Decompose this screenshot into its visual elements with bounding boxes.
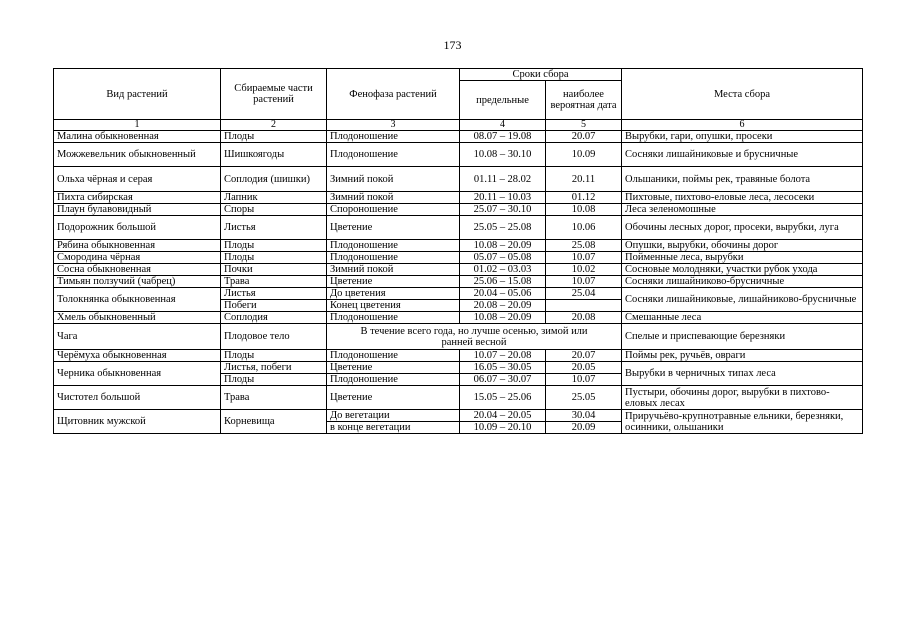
- phase-cell: в конце вегетации: [327, 422, 460, 434]
- header-species: Вид растений: [54, 69, 221, 120]
- period-cell: В течение всего года, но лучше осенью, зимой или ранней весной: [327, 324, 622, 350]
- place-cell: Спелые и приспевающие березняки: [622, 324, 863, 350]
- species-cell: Черника обыкновенная: [54, 362, 221, 386]
- species-cell: Черёмуха обыкновенная: [54, 350, 221, 362]
- limits-cell: 10.08 – 30.10: [460, 143, 546, 167]
- limits-cell: 25.06 – 15.08: [460, 276, 546, 288]
- column-number: 2: [221, 120, 327, 131]
- species-cell: Можжевельник обыкновенный: [54, 143, 221, 167]
- part-cell: Соплодия: [221, 312, 327, 324]
- date-cell: 25.04: [546, 288, 622, 300]
- limits-cell: 01.11 – 28.02: [460, 167, 546, 192]
- limits-cell: 25.07 – 30.10: [460, 204, 546, 216]
- phase-cell: Плодоношение: [327, 240, 460, 252]
- phase-cell: Цветение: [327, 362, 460, 374]
- column-number: 1: [54, 120, 221, 131]
- limits-cell: 20.04 – 20.05: [460, 410, 546, 422]
- phase-cell: Зимний покой: [327, 264, 460, 276]
- column-number: 6: [622, 120, 863, 131]
- part-cell: Корневища: [221, 410, 327, 434]
- part-cell: Трава: [221, 276, 327, 288]
- place-cell: Сосняки лишайниковые, лишайниково-брусничные: [622, 288, 863, 312]
- species-cell: Плаун булавовидный: [54, 204, 221, 216]
- phase-cell: Плодоношение: [327, 374, 460, 386]
- limits-cell: 10.07 – 20.08: [460, 350, 546, 362]
- limits-cell: 06.07 – 30.07: [460, 374, 546, 386]
- table-row: [54, 410, 863, 422]
- place-cell: Леса зеленомошные: [622, 204, 863, 216]
- species-cell: Сосна обыкновенная: [54, 264, 221, 276]
- phase-cell: До вегетации: [327, 410, 460, 422]
- species-cell: Толокнянка обыкновенная: [54, 288, 221, 312]
- date-cell: 10.02: [546, 264, 622, 276]
- limits-cell: 20.11 – 10.03: [460, 192, 546, 204]
- species-cell: Тимьян ползучий (чабрец): [54, 276, 221, 288]
- part-cell: Листья: [221, 216, 327, 240]
- table-row: [54, 252, 863, 264]
- table-row: [54, 386, 863, 410]
- species-cell: Смородина чёрная: [54, 252, 221, 264]
- phase-cell: Зимний покой: [327, 167, 460, 192]
- date-cell: 01.12: [546, 192, 622, 204]
- table-row: [54, 324, 863, 350]
- part-cell: Плоды: [221, 252, 327, 264]
- place-cell: Вырубки в черничных типах леса: [622, 362, 863, 386]
- place-cell: Сосняки лишайниково-брусничные: [622, 276, 863, 288]
- phase-cell: Плодоношение: [327, 350, 460, 362]
- part-cell: Споры: [221, 204, 327, 216]
- place-cell: Опушки, вырубки, обочины дорог: [622, 240, 863, 252]
- limits-cell: 10.08 – 20.09: [460, 240, 546, 252]
- table-row: [54, 143, 863, 167]
- part-cell: Плоды: [221, 240, 327, 252]
- limits-cell: 01.02 – 03.03: [460, 264, 546, 276]
- place-cell: Пустыри, обочины дорог, вырубки в пихтово-еловых лесах: [622, 386, 863, 410]
- date-cell: 20.08: [546, 312, 622, 324]
- place-cell: Обочины лесных дорог, просеки, вырубки, луга: [622, 216, 863, 240]
- table-row: [54, 131, 863, 143]
- species-cell: Пихта сибирская: [54, 192, 221, 204]
- limits-cell: 16.05 – 30.05: [460, 362, 546, 374]
- part-cell: Плодовое тело: [221, 324, 327, 350]
- place-cell: Вырубки, гари, опушки, просеки: [622, 131, 863, 143]
- table-row: [54, 216, 863, 240]
- date-cell: 20.11: [546, 167, 622, 192]
- part-cell: Трава: [221, 386, 327, 410]
- place-cell: Сосняки лишайниковые и брусничные: [622, 143, 863, 167]
- part-cell: Почки: [221, 264, 327, 276]
- phase-cell: Плодоношение: [327, 252, 460, 264]
- limits-cell: 08.07 – 19.08: [460, 131, 546, 143]
- part-cell: Побеги: [221, 300, 327, 312]
- species-cell: Ольха чёрная и серая: [54, 167, 221, 192]
- place-cell: Пихтовые, пихтово-еловые леса, лесосеки: [622, 192, 863, 204]
- date-cell: 10.07: [546, 252, 622, 264]
- date-cell: 20.07: [546, 131, 622, 143]
- limits-cell: 10.08 – 20.09: [460, 312, 546, 324]
- header-limits: предельные: [460, 81, 546, 120]
- header-phenophase: Фенофаза растений: [327, 69, 460, 120]
- phase-cell: Цветение: [327, 216, 460, 240]
- phase-cell: Конец цветения: [327, 300, 460, 312]
- table-row: [54, 167, 863, 192]
- page-number: 173: [443, 38, 462, 52]
- species-cell: Хмель обыкновенный: [54, 312, 221, 324]
- phase-cell: Цветение: [327, 276, 460, 288]
- plant-collection-table: [53, 68, 863, 434]
- date-cell: 20.07: [546, 350, 622, 362]
- species-cell: Рябина обыкновенная: [54, 240, 221, 252]
- phase-cell: Плодоношение: [327, 143, 460, 167]
- place-cell: Поймы рек, ручьёв, овраги: [622, 350, 863, 362]
- part-cell: Плоды: [221, 131, 327, 143]
- phase-cell: Плодоношение: [327, 312, 460, 324]
- date-cell: 20.05: [546, 362, 622, 374]
- table-row: [54, 350, 863, 362]
- date-cell: 25.08: [546, 240, 622, 252]
- date-cell: 10.06: [546, 216, 622, 240]
- header-places: Места сбора: [622, 69, 863, 120]
- species-cell: Чистотел большой: [54, 386, 221, 410]
- part-cell: Плоды: [221, 374, 327, 386]
- date-cell: 25.05: [546, 386, 622, 410]
- phase-cell: Плодоношение: [327, 131, 460, 143]
- date-cell: 30.04: [546, 410, 622, 422]
- date-cell: [546, 300, 622, 312]
- limits-cell: 05.07 – 05.08: [460, 252, 546, 264]
- place-cell: Пойменные леса, вырубки: [622, 252, 863, 264]
- place-cell: Приручьёво-крупнотравные ельники, березняки, осинники, ольшаники: [622, 410, 863, 434]
- date-cell: 10.07: [546, 374, 622, 386]
- part-cell: Листья, побеги: [221, 362, 327, 374]
- species-cell: Подорожник большой: [54, 216, 221, 240]
- part-cell: Плоды: [221, 350, 327, 362]
- part-cell: Шишкоягоды: [221, 143, 327, 167]
- header-parts: Сбираемые части растений: [221, 69, 327, 120]
- species-cell: Щитовник мужской: [54, 410, 221, 434]
- limits-cell: 15.05 – 25.06: [460, 386, 546, 410]
- table-row: [54, 240, 863, 252]
- phase-cell: До цветения: [327, 288, 460, 300]
- column-number: 4: [460, 120, 546, 131]
- table-row: [54, 362, 863, 374]
- limits-cell: 20.04 – 05.06: [460, 288, 546, 300]
- limits-cell: 10.09 – 20.10: [460, 422, 546, 434]
- date-cell: 10.08: [546, 204, 622, 216]
- place-cell: Сосновые молодняки, участки рубок ухода: [622, 264, 863, 276]
- part-cell: Соплодия (шишки): [221, 167, 327, 192]
- phase-cell: Зимний покой: [327, 192, 460, 204]
- table-row: [54, 192, 863, 204]
- header-probable: наиболее вероятная дата: [546, 81, 622, 120]
- date-cell: 10.09: [546, 143, 622, 167]
- place-cell: Ольшаники, поймы рек, травяные болота: [622, 167, 863, 192]
- header-periods: Сроки сбора: [460, 69, 622, 81]
- limits-cell: 20.08 – 20.09: [460, 300, 546, 312]
- phase-cell: Спороношение: [327, 204, 460, 216]
- column-number: 3: [327, 120, 460, 131]
- column-number: 5: [546, 120, 622, 131]
- date-cell: 10.07: [546, 276, 622, 288]
- species-cell: Чага: [54, 324, 221, 350]
- date-cell: 20.09: [546, 422, 622, 434]
- species-cell: Малина обыкновенная: [54, 131, 221, 143]
- limits-cell: 25.05 – 25.08: [460, 216, 546, 240]
- table-row: [54, 204, 863, 216]
- place-cell: Смешанные леса: [622, 312, 863, 324]
- table-row: [54, 312, 863, 324]
- phase-cell: Цветение: [327, 386, 460, 410]
- table-row: [54, 288, 863, 300]
- table-row: [54, 276, 863, 288]
- part-cell: Лапник: [221, 192, 327, 204]
- table-row: [54, 264, 863, 276]
- part-cell: Листья: [221, 288, 327, 300]
